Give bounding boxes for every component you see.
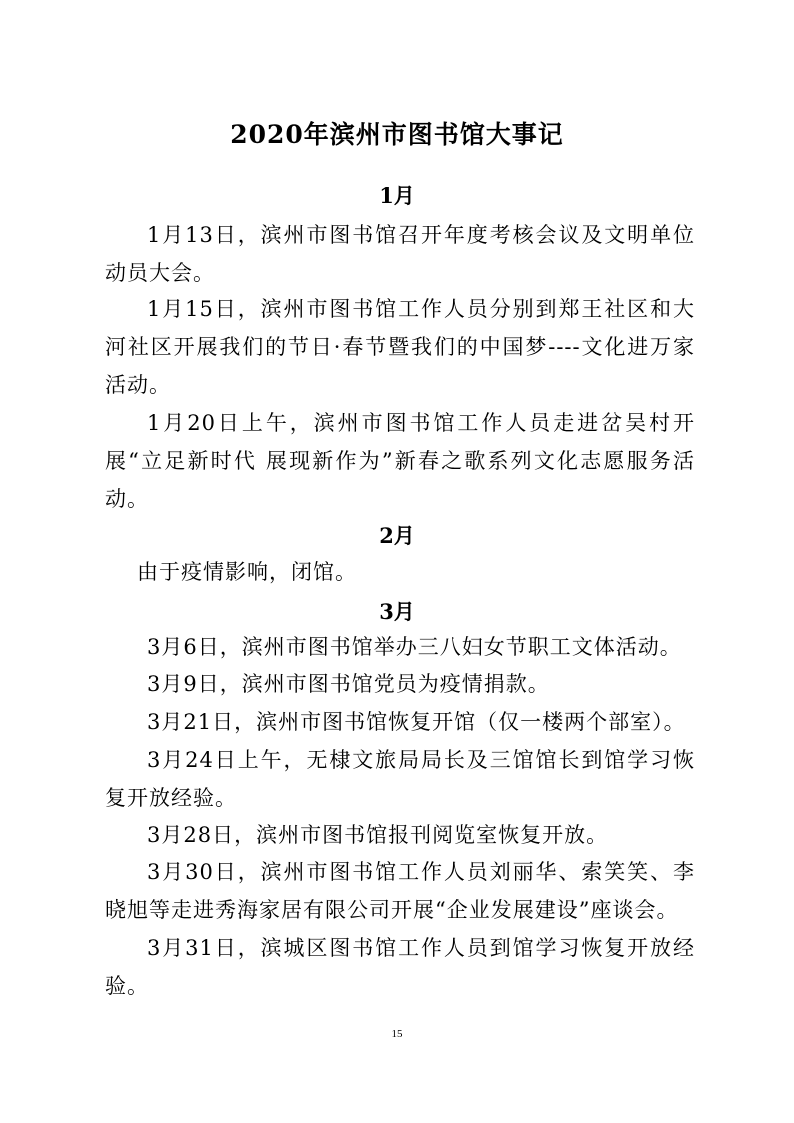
entry-jan-20: 1月20日上午，滨州市图书馆工作人员走进岔吴村开展“立足新时代 展现新作为”新春之歌系列文化志愿服务活动。 (105, 411, 695, 511)
entry-jan-13: 1月13日，滨州市图书馆召开年度考核会议及文明单位动员大会。 (105, 223, 695, 285)
entry-mar-21: 3月21日，滨州市图书馆恢复开馆（仅一楼两个部室）。 (147, 710, 686, 734)
entry-mar-9: 3月9日，滨州市图书馆党员为疫情捐款。 (147, 672, 550, 696)
entry-mar-31: 3月31日，滨城区图书馆工作人员到馆学习恢复开放经验。 (105, 936, 695, 998)
page-number: 15 (391, 1028, 403, 1040)
entry-mar-28: 3月28日，滨州市图书馆报刊阅览室恢复开放。 (147, 823, 609, 847)
month-heading-march: 3月 (379, 599, 415, 624)
entry-feb-closure: 由于疫情影响，闭馆。 (137, 560, 357, 584)
entry-mar-6: 3月6日，滨州市图书馆举办三八妇女节职工文体活动。 (147, 635, 682, 659)
entry-mar-24: 3月24日上午，无棣文旅局局长及三馆馆长到馆学习恢复开放经验。 (105, 748, 695, 810)
entry-jan-15: 1月15日，滨州市图书馆工作人员分别到郑王社区和大河社区开展我们的节日·春节暨我们的中国梦----文化进万家活动。 (105, 297, 695, 397)
month-heading-january: 1月 (379, 183, 415, 208)
month-heading-february: 2月 (379, 523, 415, 548)
document-title: 2020年滨州市图书馆大事记 (230, 120, 564, 149)
entry-mar-30: 3月30日，滨州市图书馆工作人员刘丽华、索笑笑、李晓旭等走进秀海家居有限公司开展“企业发展建设”座谈会。 (105, 860, 695, 922)
